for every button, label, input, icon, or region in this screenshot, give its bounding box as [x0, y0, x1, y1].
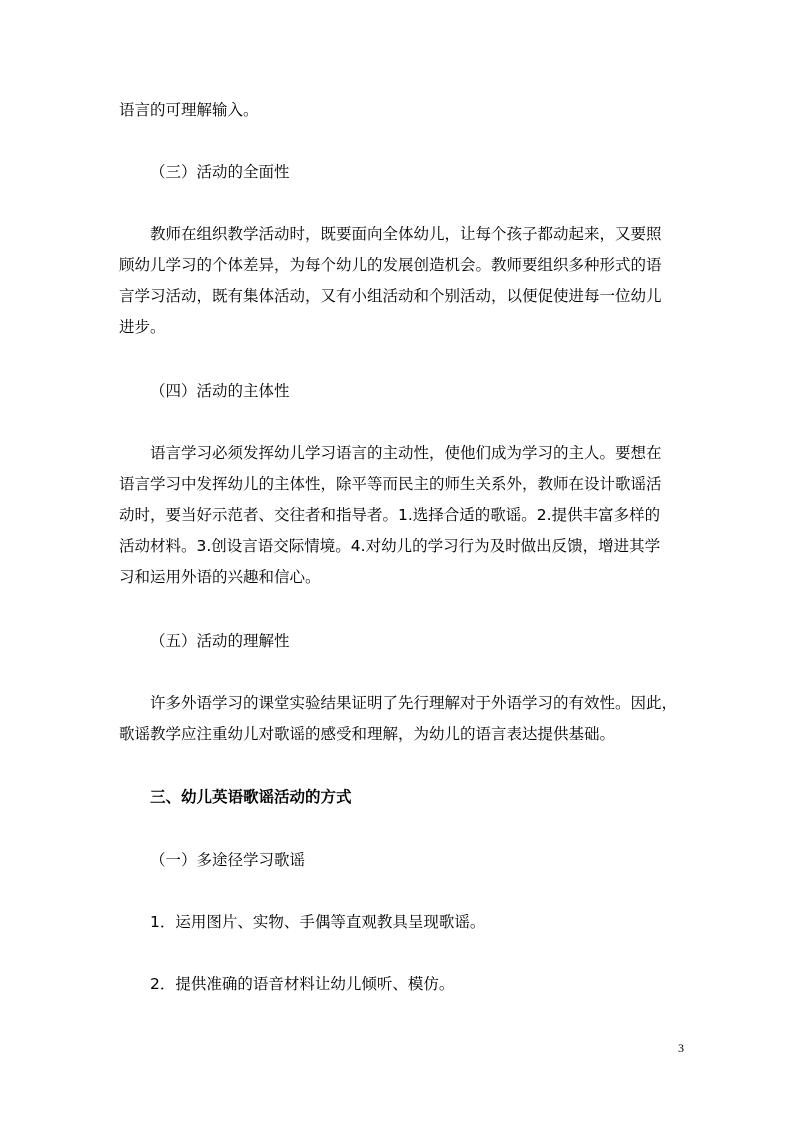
subheading-multiple-ways: （一）多途径学习歌谣 — [150, 851, 306, 869]
text-line: 语言学习必须发挥幼儿学习语言的主动性，使他们成为学习的主人。要想在 — [150, 444, 662, 462]
paragraph-subjectivity — [119, 438, 679, 593]
text-line: 动时，要当好示范者、交往者和指导者。1.选择合适的歌谣。2.提供丰富多样的 — [119, 506, 661, 524]
text-line: 教师在组织教学活动时，既要面向全体幼儿，让每个孩子都动起来，又要照 — [150, 225, 662, 243]
paragraph-comprehensiveness — [119, 219, 679, 343]
text-line: 言学习活动，既有集体活动，又有小组活动和个别活动，以便促使进每一位幼儿 — [119, 287, 662, 305]
text-line: 活动材料。3.创设言语交际情境。4.对幼儿的学习行为及时做出反馈，增进其学 — [119, 537, 661, 555]
section-heading-methods: 三、幼儿英语歌谣活动的方式 — [150, 788, 352, 806]
text-line: 习和运用外语的兴趣和信心。 — [119, 568, 321, 586]
paragraph-understanding — [119, 688, 679, 750]
text-line: 进步。 — [119, 318, 166, 336]
page-number: 3 — [678, 1041, 684, 1055]
heading-activity-subjectivity: （四）活动的主体性 — [150, 382, 290, 400]
paragraph-continuation — [119, 95, 679, 126]
text-line: 歌谣教学应注重幼儿对歌谣的感受和理解，为幼儿的语言表达提供基础。 — [119, 725, 616, 743]
text-line: 语言学习中发挥幼儿的主体性，除平等而民主的师生关系外，教师在设计歌谣活 — [119, 475, 662, 493]
heading-activity-comprehensiveness: （三）活动的全面性 — [150, 163, 290, 181]
text-line: 语言的可理解输入。 — [119, 101, 259, 119]
heading-activity-understanding: （五）活动的理解性 — [150, 632, 290, 650]
text-line: 顾幼儿学习的个体差异，为每个幼儿的发展创造机会。教师要组织多种形式的语 — [119, 256, 662, 274]
list-item-2: 2．提供准确的语音材料让幼儿倾听、模仿。 — [150, 975, 455, 993]
list-item-1: 1．运用图片、实物、手偶等直观教具呈现歌谣。 — [150, 913, 486, 931]
text-line: 许多外语学习的课堂实验结果证明了先行理解对于外语学习的有效性。因此， — [150, 694, 678, 712]
